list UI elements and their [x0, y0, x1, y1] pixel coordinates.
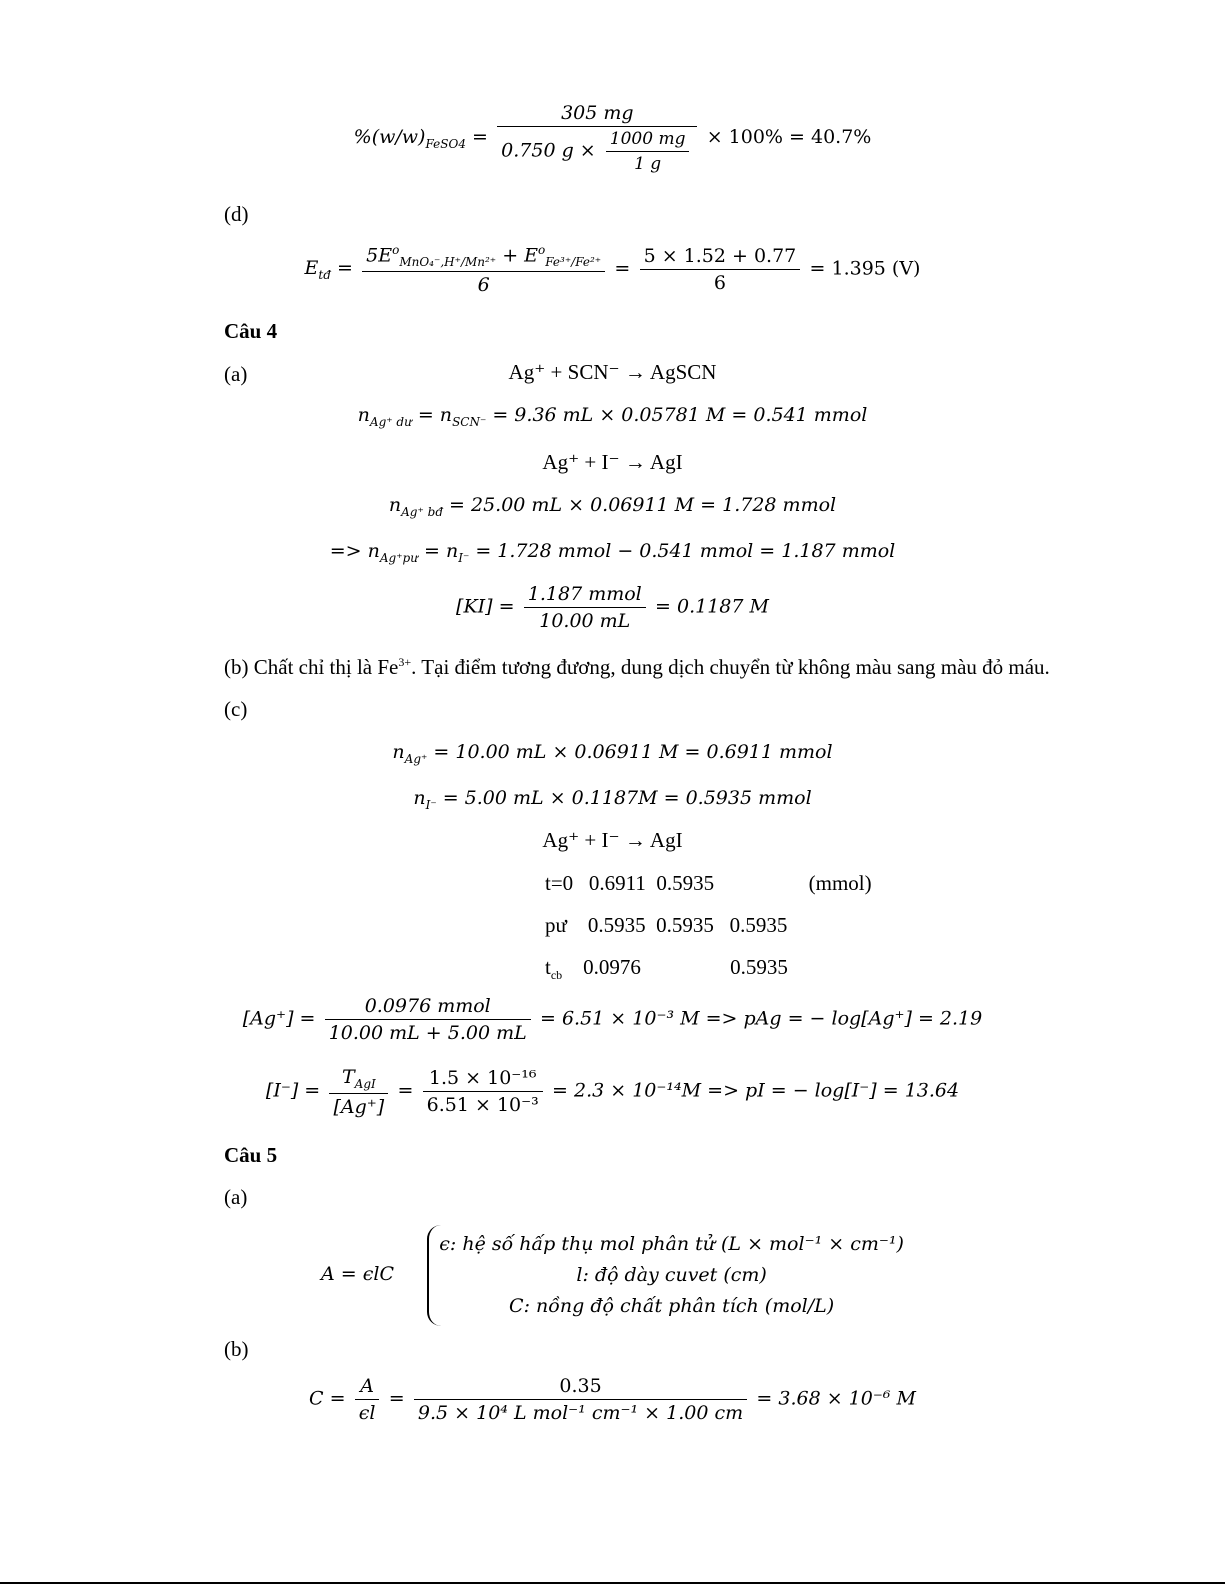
label-b-cau-5: (b)	[224, 1337, 249, 1361]
equation-beer-lambert: A = ϵlC ϵ: hệ số hấp thụ mol phân tử (L × mol⁻¹ × cm⁻¹) l: độ dày cuvet (cm) C: nồng độ chất phân tích (mol/L)	[0, 1225, 1225, 1326]
table-row-tcb: $t_{cb}$ 0.0976 0.5935	[545, 955, 788, 983]
reaction-ag-scn: Ag⁺ + SCN⁻ → AgSCN	[508, 360, 717, 384]
reaction-ag-i: Ag⁺ + I⁻ → AgI	[542, 450, 683, 474]
beer-lambert-definitions: ϵ: hệ số hấp thụ mol phân tử (L × mol⁻¹ × cm⁻¹) l: độ dày cuvet (cm) C: nồng độ chất phân tích (mol/L)	[427, 1225, 904, 1326]
equation-ag-concentration: [Ag⁺] = $\frac{\text{0.0976 mmol}}{10.00 mL + 5.00 mL}$ = 6.51 × 10⁻³ M => pAg = − log[Ag⁺] = 2.19	[242, 995, 983, 1044]
label-a-cau-5: (a)	[224, 1185, 248, 1209]
label-c-cau-4: (c)	[224, 697, 248, 721]
equation-percent-w-w: $\%(w/w)_{FeSO4}$ = 305 mg 0.750 g × $\frac{1000 mg}{1 g}$ × 100% = 40.7%	[353, 102, 872, 174]
fraction-denominator: 0.750 g × $\frac{1000 mg}{1 g}$	[497, 127, 697, 174]
equation-i-concentration: [I⁻] = $\frac{T_{AgI}}{[Ag^+]}$ = $\frac{\text{1.5 × 10⁻¹⁶}}{\text{6.51 × 10⁻³}}$ = 2.3 × 10⁻¹⁴M => pI = − log[I⁻] = 13.64	[265, 1066, 960, 1118]
heading-cau-5: Câu 5	[224, 1143, 278, 1167]
page-bottom-edge	[0, 1582, 1225, 1584]
equation-n-ag: $n_{Ag^+} = 10.00$ mL × 0.06911 M = 0.6911 mmol	[392, 741, 833, 766]
equation-concentration-c: C = $\frac{A}{\epsilon l}$ = $\frac{0.35}{\text{9.5 × 10⁴ L mol⁻¹ cm⁻¹ × 1.00 cm}}$ = 3.68 × 10⁻⁶ M	[309, 1375, 916, 1424]
heading-cau-4: Câu 4	[224, 319, 278, 343]
equation-n-ag-pu: => $n_{Ag^+pư} = n_{I^-} = 1.728$ mmol − 0.541 mmol = 1.187 mmol	[329, 540, 896, 565]
table-row-pu: pư 0.5935 0.5935 0.5935	[545, 913, 788, 937]
equation-etd: $E_{tđ}$ = $\frac{5E^o_{MnO_4^-,H^+/Mn^{2+}} + E^o_{Fe^{3+}/Fe^{2+}}}{6}$ = $\frac{5 \times 1.52 + 0.77}{6}$ = 1.395 (V)	[304, 243, 921, 297]
label-d: (d)	[224, 202, 249, 226]
equation-n-i: $n_{I^-} = 5.00$ mL × 0.1187M = 0.5935 mmol	[413, 787, 812, 812]
equation-n-ag-bd: $n_{Ag^+ bđ} = 25.00$ mL × 0.06911 M = 1.728 mmol	[388, 494, 837, 519]
equation-ki-concentration: [KI] = $\frac{\text{1.187 mmol}}{10.00 mL}$ = 0.1187 M	[456, 583, 769, 632]
fraction-numerator: 305 mg	[497, 102, 697, 127]
table-row-t0: t=0 0.6911 0.5935 (mmol)	[545, 871, 872, 895]
equation-n-ag-du: $n_{Ag^+ dư} = n_{SCN^-} = 9.36$ mL × 0.05781 M = 0.541 mmol	[357, 404, 868, 429]
label-a-cau-4: (a)	[224, 362, 248, 386]
paragraph-b-cau-4: (b) Chất chỉ thị là $Fe^{3+}$. Tại điểm tương đương, dung dịch chuyển từ không màu sang màu đỏ máu.	[224, 655, 1050, 679]
reaction-ag-i-2: Ag⁺ + I⁻ → AgI	[542, 828, 683, 852]
